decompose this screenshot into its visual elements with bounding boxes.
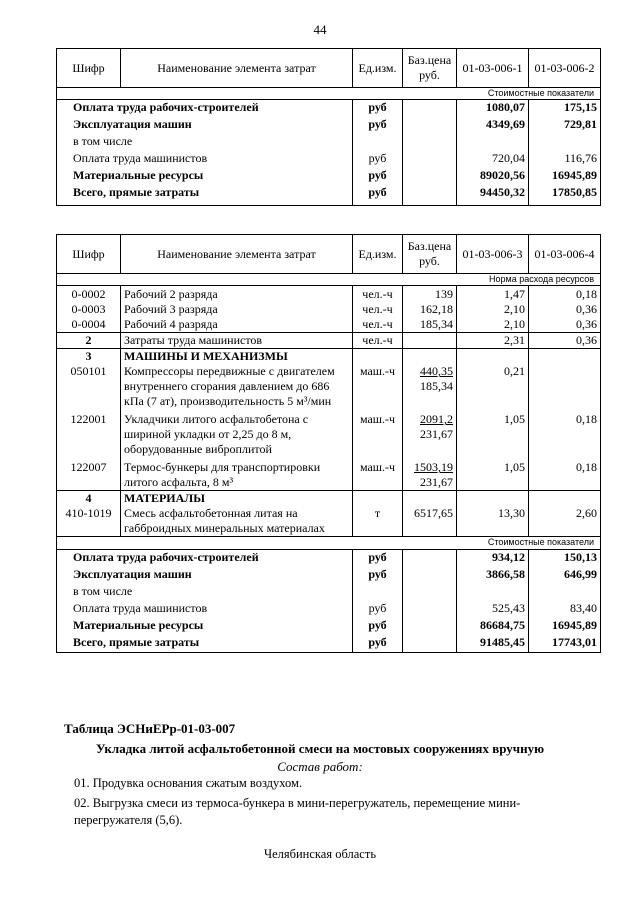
cost-table-1 [56,48,601,206]
section-heading: Укладка литой асфальтобетонной смеси на мостовых сооружениях вручную [95,741,545,756]
section-title: Таблица ЭСНиЕРр-01-03-007 [64,721,236,736]
table-row: в том числе [57,584,601,601]
section-row-materials: 4 МАТЕРИАЛЫ [57,491,601,507]
table-header-row [57,235,601,274]
table-row: 410-1019 Смесь асфальтобетонная литая на габброидных минеральных материалах т 6517,65 13,30 2,60 [57,506,601,537]
work-step: 01. Продувка основания сжатым воздухом. [74,776,303,790]
table-row: Материальные ресурсы руб 86684,75 16945,89 [57,618,601,635]
header-col-b: 01-03-006-4 [529,235,601,274]
header-unit: Ед.изм. [353,49,403,88]
subheader: Стоимостные показатели [57,88,601,100]
header-base-price: Баз.цена руб. [403,235,457,274]
table-row: 122007 Термос-бункеры для транспортировки литого асфальта, 8 м³ маш.-ч 1503,19 231,67 1,05 0,18 [57,460,601,491]
table-header-row [57,49,601,88]
table-row: 0-0004 Рабочий 4 разряда чел.-ч 185,34 2,10 0,36 [57,317,601,333]
subheader: Стоимостные показатели [57,537,601,549]
table-row: Оплата труда машинистов руб 720,04 116,76 [57,151,601,168]
table-row: 0-0003 Рабочий 3 разряда чел.-ч 162,18 2,10 0,36 [57,302,601,317]
table-row: 0-0002 Рабочий 2 разряда чел.-ч 139 1,47 0,18 [57,286,601,303]
table-row: Оплата труда машинистов руб 525,43 83,40 [57,601,601,618]
work-composition-title: Состав работ: [277,759,363,774]
table-row: Оплата труда рабочих-строителей руб 934,12 150,13 [57,549,601,567]
header-code: Шифр [57,49,121,88]
header-col-b: 01-03-006-2 [529,49,601,88]
header-col-a: 01-03-006-3 [457,235,529,274]
resource-table [56,234,601,653]
section-row-machines: 3 МАШИНЫ И МЕХАНИЗМЫ [57,349,601,365]
table-row: Эксплуатация машин руб 4349,69 729,81 [57,117,601,134]
work-step: 02. Выгрузка смеси из термоса-бункера в мини-перегружатель, перемещение мини-перегружателя (5,6). [74,796,521,827]
header-name: Наименование элемента затрат [121,49,353,88]
table-row: Материальные ресурсы руб 89020,56 16945,89 [57,168,601,185]
table-row: 050101 Компрессоры передвижные с двигателем внутреннего сгорания давлением до 686 кПа (7 ат), производительность 5 м³/мин маш.-ч 440,35 185,34 0,21 [57,364,601,412]
header-name: Наименование элемента затрат [121,235,353,274]
subheader: Норма расхода ресурсов [57,274,601,286]
table-row: 2 Затраты труда машинистов чел.-ч 2,31 0,36 [57,333,601,349]
header-code: Шифр [57,235,121,274]
page-number: 44 [313,22,327,37]
table-row: в том числе [57,134,601,151]
subheader-row [57,274,601,286]
header-unit: Ед.изм. [353,235,403,274]
header-col-a: 01-03-006-1 [457,49,529,88]
subheader-row [57,537,601,549]
table-row: Эксплуатация машин руб 3866,58 646,99 [57,567,601,584]
table-row: Оплата труда рабочих-строителей руб 1080,07 175,15 [57,100,601,118]
region-footer: Челябинская область [263,847,377,861]
table-row: 122001 Укладчики литого асфальтобетона с шириной укладки от 2,25 до 8 м, оборудованные виброплитой маш.-ч 2091,2 231,67 1,05 0,18 [57,412,601,460]
table-row: Всего, прямые затраты руб 94450,32 17850,85 [57,185,601,206]
table-row: Всего, прямые затраты руб 91485,45 17743,01 [57,635,601,653]
subheader-row [57,88,601,100]
header-base-price: Баз.цена руб. [403,49,457,88]
